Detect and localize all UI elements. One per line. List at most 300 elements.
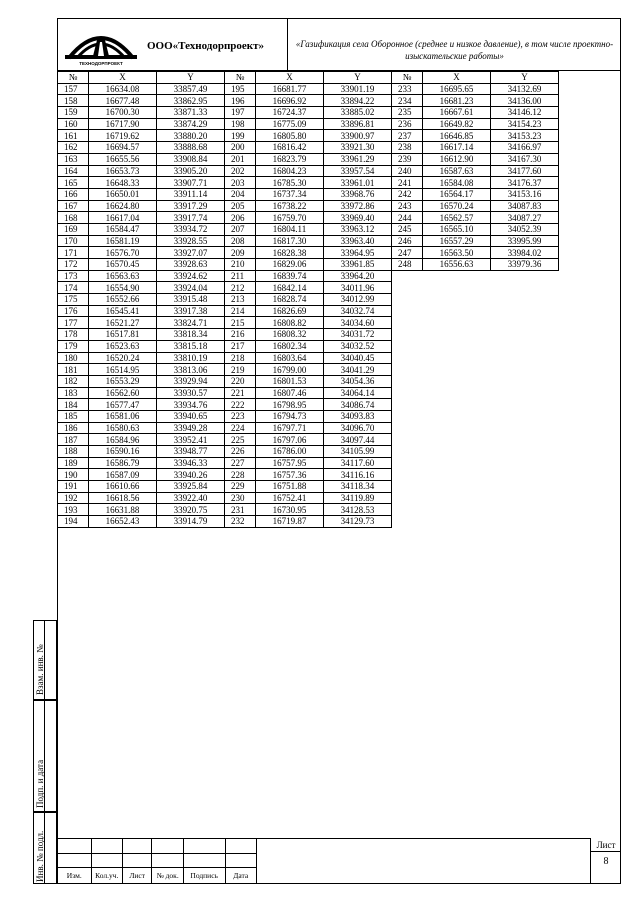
x-coordinate-cell: 16563.63 (89, 270, 157, 282)
y-coordinate-cell: 33907.71 (157, 177, 225, 189)
point-number-cell: 178 (58, 329, 89, 341)
table-row (58, 294, 559, 306)
point-number-cell: 187 (58, 434, 89, 446)
point-number-cell: 191 (58, 481, 89, 493)
x-coordinate-cell: 16618.56 (89, 492, 157, 504)
y-coordinate-cell (491, 481, 559, 493)
point-number-cell: 203 (225, 177, 256, 189)
table-row (58, 504, 559, 516)
point-number-cell: 194 (58, 516, 89, 528)
x-coordinate-cell: 16610.66 (89, 481, 157, 493)
point-number-cell: 179 (58, 340, 89, 352)
y-coordinate-cell: 33914.79 (157, 516, 225, 528)
x-coordinate-cell (423, 457, 491, 469)
y-coordinate-cell: 33824.71 (157, 317, 225, 329)
point-number-cell: 162 (58, 142, 89, 154)
point-number-cell (392, 305, 423, 317)
sheet-label: Лист (591, 838, 621, 852)
y-coordinate-cell: 33871.33 (157, 107, 225, 119)
table-header-row (58, 72, 559, 84)
x-coordinate-cell: 16634.08 (89, 83, 157, 95)
point-number-cell: 174 (58, 282, 89, 294)
y-coordinate-cell: 34097.44 (324, 434, 392, 446)
point-number-cell (392, 375, 423, 387)
x-coordinate-cell: 16807.46 (256, 387, 324, 399)
tb-label-count: Кол.уч. (91, 868, 122, 884)
x-coordinate-cell: 16586.79 (89, 457, 157, 469)
y-coordinate-cell: 34177.60 (491, 165, 559, 177)
y-coordinate-cell (491, 434, 559, 446)
x-coordinate-cell: 16817.30 (256, 235, 324, 247)
x-coordinate-cell: 16785.30 (256, 177, 324, 189)
y-coordinate-cell: 33963.12 (324, 223, 392, 235)
y-coordinate-cell: 34118.34 (324, 481, 392, 493)
y-coordinate-cell: 33888.68 (157, 142, 225, 154)
y-coordinate-cell (491, 399, 559, 411)
y-coordinate-cell: 33964.20 (324, 270, 392, 282)
point-number-cell: 240 (392, 165, 423, 177)
x-coordinate-cell: 16562.57 (423, 212, 491, 224)
point-number-cell: 167 (58, 200, 89, 212)
y-coordinate-cell: 33940.26 (157, 469, 225, 481)
point-number-cell: 214 (225, 305, 256, 317)
point-number-cell: 171 (58, 247, 89, 259)
y-coordinate-cell: 34153.16 (491, 188, 559, 200)
x-coordinate-cell: 16576.70 (89, 247, 157, 259)
point-number-cell: 237 (392, 130, 423, 142)
y-coordinate-cell: 34105.99 (324, 446, 392, 458)
y-coordinate-cell (491, 329, 559, 341)
y-coordinate-cell: 33934.72 (157, 223, 225, 235)
y-coordinate-cell: 34031.72 (324, 329, 392, 341)
point-number-cell: 160 (58, 118, 89, 130)
point-number-cell: 221 (225, 387, 256, 399)
title-block (57, 838, 257, 884)
x-coordinate-cell: 16545.41 (89, 305, 157, 317)
table-row (58, 200, 559, 212)
tb-label-sheet: Лист (122, 868, 151, 884)
point-number-cell: 173 (58, 270, 89, 282)
point-number-cell (392, 317, 423, 329)
y-coordinate-cell: 33930.57 (157, 387, 225, 399)
table-row (58, 434, 559, 446)
y-coordinate-cell: 34166.97 (491, 142, 559, 154)
x-coordinate-cell: 16717.90 (89, 118, 157, 130)
table-row (58, 270, 559, 282)
y-coordinate-cell: 34054.36 (324, 375, 392, 387)
y-coordinate-cell: 34032.74 (324, 305, 392, 317)
y-coordinate-cell: 34167.30 (491, 153, 559, 165)
point-number-cell: 181 (58, 364, 89, 376)
y-coordinate-cell (491, 469, 559, 481)
table-row (58, 223, 559, 235)
x-coordinate-cell: 16786.00 (256, 446, 324, 458)
point-number-cell: 223 (225, 410, 256, 422)
table-row (58, 165, 559, 177)
y-coordinate-cell: 34154.23 (491, 118, 559, 130)
x-coordinate-cell: 16652.43 (89, 516, 157, 528)
table-row (58, 387, 559, 399)
point-number-cell: 186 (58, 422, 89, 434)
x-coordinate-cell: 16584.47 (89, 223, 157, 235)
y-coordinate-cell: 33917.29 (157, 200, 225, 212)
y-coordinate-cell: 33979.36 (491, 259, 559, 271)
y-coordinate-cell: 34129.73 (324, 516, 392, 528)
y-coordinate-cell: 33915.48 (157, 294, 225, 306)
point-number-cell (392, 387, 423, 399)
y-coordinate-cell: 34176.37 (491, 177, 559, 189)
sheet-number: 8 (603, 856, 609, 867)
column-header: Y (491, 72, 559, 84)
x-coordinate-cell: 16584.08 (423, 177, 491, 189)
logo-icon (63, 22, 139, 62)
point-number-cell (392, 469, 423, 481)
point-number-cell: 169 (58, 223, 89, 235)
y-coordinate-cell: 34087.83 (491, 200, 559, 212)
x-coordinate-cell: 16816.42 (256, 142, 324, 154)
point-number-cell: 168 (58, 212, 89, 224)
y-coordinate-cell: 33940.65 (157, 410, 225, 422)
point-number-cell: 247 (392, 247, 423, 259)
x-coordinate-cell: 16695.65 (423, 83, 491, 95)
y-coordinate-cell (491, 294, 559, 306)
y-coordinate-cell: 33961.01 (324, 177, 392, 189)
x-coordinate-cell: 16590.16 (89, 446, 157, 458)
header-divider (287, 18, 288, 71)
x-coordinate-cell (423, 364, 491, 376)
point-number-cell: 175 (58, 294, 89, 306)
point-number-cell: 170 (58, 235, 89, 247)
x-coordinate-cell: 16823.79 (256, 153, 324, 165)
point-number-cell: 239 (392, 153, 423, 165)
x-coordinate-cell: 16719.62 (89, 130, 157, 142)
table-row (58, 516, 559, 528)
point-number-cell: 226 (225, 446, 256, 458)
column-header: X (89, 72, 157, 84)
y-coordinate-cell: 34052.39 (491, 223, 559, 235)
point-number-cell: 180 (58, 352, 89, 364)
x-coordinate-cell: 16808.32 (256, 329, 324, 341)
y-coordinate-cell (491, 305, 559, 317)
point-number-cell: 164 (58, 165, 89, 177)
x-coordinate-cell: 16646.85 (423, 130, 491, 142)
y-coordinate-cell: 34117.60 (324, 457, 392, 469)
table-row (58, 492, 559, 504)
table-row (58, 399, 559, 411)
x-coordinate-cell (423, 504, 491, 516)
point-number-cell: 158 (58, 95, 89, 107)
x-coordinate-cell: 16737.34 (256, 188, 324, 200)
tb-label-doc: № док. (152, 868, 183, 884)
y-coordinate-cell: 33946.33 (157, 457, 225, 469)
x-coordinate-cell: 16562.60 (89, 387, 157, 399)
sheet-box (590, 838, 621, 884)
x-coordinate-cell (423, 352, 491, 364)
x-coordinate-cell: 16738.22 (256, 200, 324, 212)
y-coordinate-cell: 33862.95 (157, 95, 225, 107)
point-number-cell (392, 294, 423, 306)
x-coordinate-cell: 16584.96 (89, 434, 157, 446)
table-row (58, 422, 559, 434)
x-coordinate-cell (423, 410, 491, 422)
x-coordinate-cell: 16649.82 (423, 118, 491, 130)
x-coordinate-cell (423, 399, 491, 411)
y-coordinate-cell: 33894.22 (324, 95, 392, 107)
x-coordinate-cell: 16694.57 (89, 142, 157, 154)
x-coordinate-cell: 16553.29 (89, 375, 157, 387)
point-number-cell: 192 (58, 492, 89, 504)
point-number-cell: 166 (58, 188, 89, 200)
point-number-cell: 161 (58, 130, 89, 142)
x-coordinate-cell: 16581.19 (89, 235, 157, 247)
y-coordinate-cell: 34093.83 (324, 410, 392, 422)
x-coordinate-cell: 16828.74 (256, 294, 324, 306)
point-number-cell (392, 410, 423, 422)
y-coordinate-cell: 33810.19 (157, 352, 225, 364)
x-coordinate-cell: 16517.81 (89, 329, 157, 341)
point-number-cell: 159 (58, 107, 89, 119)
y-coordinate-cell: 33885.02 (324, 107, 392, 119)
y-coordinate-cell: 34041.29 (324, 364, 392, 376)
y-coordinate-cell (491, 446, 559, 458)
x-coordinate-cell: 16681.77 (256, 83, 324, 95)
x-coordinate-cell: 16580.63 (89, 422, 157, 434)
x-coordinate-cell: 16804.11 (256, 223, 324, 235)
table-row (58, 107, 559, 119)
side-label-sign: Подп. и дата (35, 759, 45, 808)
point-number-cell: 230 (225, 492, 256, 504)
point-number-cell: 222 (225, 399, 256, 411)
table-row (58, 153, 559, 165)
x-coordinate-cell: 16828.38 (256, 247, 324, 259)
x-coordinate-cell (423, 481, 491, 493)
y-coordinate-cell (491, 282, 559, 294)
tb-label-date: Дата (225, 868, 257, 884)
company-name: ООО«Технодорпроект» (147, 40, 265, 52)
point-number-cell: 248 (392, 259, 423, 271)
point-number-cell: 188 (58, 446, 89, 458)
x-coordinate-cell: 16801.53 (256, 375, 324, 387)
y-coordinate-cell (491, 387, 559, 399)
column-header: X (423, 72, 491, 84)
point-number-cell: 216 (225, 329, 256, 341)
x-coordinate-cell: 16719.87 (256, 516, 324, 528)
x-coordinate-cell (423, 329, 491, 341)
table-row (58, 212, 559, 224)
table-row (58, 375, 559, 387)
x-coordinate-cell: 16826.69 (256, 305, 324, 317)
y-coordinate-cell: 34087.27 (491, 212, 559, 224)
point-number-cell: 236 (392, 118, 423, 130)
point-number-cell (392, 492, 423, 504)
y-coordinate-cell: 33964.95 (324, 247, 392, 259)
x-coordinate-cell: 16802.34 (256, 340, 324, 352)
page-header (57, 18, 621, 71)
column-header: № (58, 72, 89, 84)
x-coordinate-cell: 16631.88 (89, 504, 157, 516)
x-coordinate-cell: 16617.14 (423, 142, 491, 154)
x-coordinate-cell: 16577.47 (89, 399, 157, 411)
point-number-cell: 207 (225, 223, 256, 235)
point-number-cell (392, 340, 423, 352)
point-number-cell: 213 (225, 294, 256, 306)
x-coordinate-cell (423, 516, 491, 528)
point-number-cell: 232 (225, 516, 256, 528)
x-coordinate-cell: 16757.95 (256, 457, 324, 469)
point-number-cell: 201 (225, 153, 256, 165)
point-number-cell (392, 481, 423, 493)
point-number-cell: 220 (225, 375, 256, 387)
point-number-cell: 217 (225, 340, 256, 352)
x-coordinate-cell: 16648.33 (89, 177, 157, 189)
x-coordinate-cell: 16650.01 (89, 188, 157, 200)
y-coordinate-cell (491, 457, 559, 469)
y-coordinate-cell: 34064.14 (324, 387, 392, 399)
x-coordinate-cell: 16724.37 (256, 107, 324, 119)
y-coordinate-cell: 33921.30 (324, 142, 392, 154)
x-coordinate-cell: 16556.63 (423, 259, 491, 271)
y-coordinate-cell: 33928.63 (157, 259, 225, 271)
y-coordinate-cell: 33874.29 (157, 118, 225, 130)
project-title: «Газификация села Оборонное (среднее и низкое давление), в том числе проектно-изыскательские работы» (295, 39, 614, 61)
x-coordinate-cell (423, 294, 491, 306)
table-row (58, 118, 559, 130)
x-coordinate-cell: 16612.90 (423, 153, 491, 165)
x-coordinate-cell: 16700.30 (89, 107, 157, 119)
point-number-cell (392, 457, 423, 469)
table-row (58, 83, 559, 95)
logo-text: ТЕХНОДОРПРОЕКТ (79, 61, 123, 66)
x-coordinate-cell: 16677.48 (89, 95, 157, 107)
y-coordinate-cell: 33922.40 (157, 492, 225, 504)
y-coordinate-cell: 33815.18 (157, 340, 225, 352)
column-header: Y (157, 72, 225, 84)
x-coordinate-cell: 16655.56 (89, 153, 157, 165)
x-coordinate-cell: 16798.95 (256, 399, 324, 411)
table-row (58, 235, 559, 247)
point-number-cell (392, 399, 423, 411)
point-number-cell: 185 (58, 410, 89, 422)
x-coordinate-cell: 16565.10 (423, 223, 491, 235)
y-coordinate-cell (491, 364, 559, 376)
point-number-cell: 199 (225, 130, 256, 142)
point-number-cell: 195 (225, 83, 256, 95)
table-row (58, 188, 559, 200)
point-number-cell: 235 (392, 107, 423, 119)
x-coordinate-cell: 16797.71 (256, 422, 324, 434)
x-coordinate-cell: 16653.73 (89, 165, 157, 177)
point-number-cell (392, 434, 423, 446)
x-coordinate-cell: 16557.29 (423, 235, 491, 247)
point-number-cell (392, 270, 423, 282)
table-row (58, 177, 559, 189)
company-logo (63, 22, 139, 66)
point-number-cell: 224 (225, 422, 256, 434)
y-coordinate-cell: 33924.04 (157, 282, 225, 294)
point-number-cell (392, 422, 423, 434)
x-coordinate-cell (423, 282, 491, 294)
y-coordinate-cell: 34153.23 (491, 130, 559, 142)
x-coordinate-cell: 16617.04 (89, 212, 157, 224)
y-coordinate-cell: 34146.12 (491, 107, 559, 119)
y-coordinate-cell: 33857.49 (157, 83, 225, 95)
x-coordinate-cell (423, 387, 491, 399)
x-coordinate-cell: 16587.09 (89, 469, 157, 481)
y-coordinate-cell: 33901.19 (324, 83, 392, 95)
point-number-cell: 210 (225, 259, 256, 271)
x-coordinate-cell: 16829.06 (256, 259, 324, 271)
point-number-cell: 205 (225, 200, 256, 212)
x-coordinate-cell (423, 469, 491, 481)
table-row (58, 317, 559, 329)
table-row (58, 446, 559, 458)
x-coordinate-cell: 16775.09 (256, 118, 324, 130)
point-number-cell: 182 (58, 375, 89, 387)
x-coordinate-cell: 16757.36 (256, 469, 324, 481)
point-number-cell: 206 (225, 212, 256, 224)
point-number-cell: 218 (225, 352, 256, 364)
point-number-cell: 184 (58, 399, 89, 411)
x-coordinate-cell: 16751.88 (256, 481, 324, 493)
point-number-cell (392, 516, 423, 528)
x-coordinate-cell: 16794.73 (256, 410, 324, 422)
point-number-cell (392, 282, 423, 294)
y-coordinate-cell: 33961.85 (324, 259, 392, 271)
table-row (58, 259, 559, 271)
x-coordinate-cell: 16752.41 (256, 492, 324, 504)
y-coordinate-cell (491, 504, 559, 516)
point-number-cell: 163 (58, 153, 89, 165)
x-coordinate-cell (423, 340, 491, 352)
point-number-cell: 246 (392, 235, 423, 247)
x-coordinate-cell (423, 422, 491, 434)
y-coordinate-cell: 33961.29 (324, 153, 392, 165)
x-coordinate-cell: 16842.14 (256, 282, 324, 294)
point-number-cell (392, 352, 423, 364)
x-coordinate-cell: 16624.80 (89, 200, 157, 212)
y-coordinate-cell: 34136.00 (491, 95, 559, 107)
table-row (58, 469, 559, 481)
x-coordinate-cell: 16570.24 (423, 200, 491, 212)
x-coordinate-cell: 16554.90 (89, 282, 157, 294)
table-row (58, 457, 559, 469)
y-coordinate-cell: 34011.96 (324, 282, 392, 294)
point-number-cell: 215 (225, 317, 256, 329)
column-header: X (256, 72, 324, 84)
x-coordinate-cell: 16797.06 (256, 434, 324, 446)
y-coordinate-cell: 34116.16 (324, 469, 392, 481)
y-coordinate-cell: 33984.02 (491, 247, 559, 259)
x-coordinate-cell: 16808.82 (256, 317, 324, 329)
y-coordinate-cell (491, 270, 559, 282)
y-coordinate-cell: 33948.77 (157, 446, 225, 458)
x-coordinate-cell: 16803.64 (256, 352, 324, 364)
x-coordinate-cell (423, 270, 491, 282)
y-coordinate-cell (491, 352, 559, 364)
y-coordinate-cell: 33952.41 (157, 434, 225, 446)
point-number-cell (392, 504, 423, 516)
y-coordinate-cell (491, 375, 559, 387)
point-number-cell: 219 (225, 364, 256, 376)
y-coordinate-cell: 33925.84 (157, 481, 225, 493)
y-coordinate-cell: 33920.75 (157, 504, 225, 516)
point-number-cell: 245 (392, 223, 423, 235)
y-coordinate-cell: 33813.06 (157, 364, 225, 376)
point-number-cell: 212 (225, 282, 256, 294)
side-label-replace: Взам. инв. № (35, 644, 45, 695)
point-number-cell: 208 (225, 235, 256, 247)
x-coordinate-cell (423, 492, 491, 504)
